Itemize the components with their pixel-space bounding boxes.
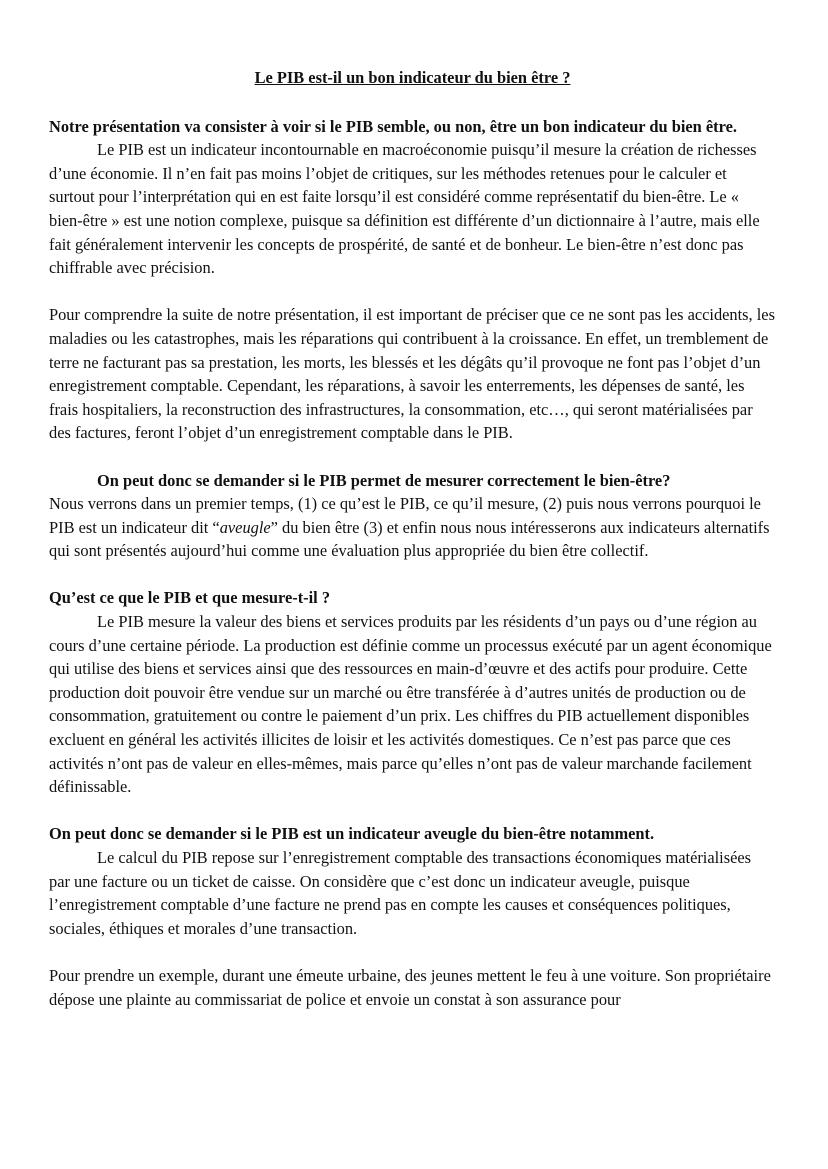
paragraph-example: Pour prendre un exemple, durant une émeute urbaine, des jeunes mettent le feu à une voiture. Son propriétaire dépose une plainte au commissariat de police et envoie un constat à son assurance pour	[49, 965, 771, 1009]
section-heading-what-is-pib: Qu’est ce que le PIB et que mesure-t-il ?	[49, 588, 331, 608]
question-heading: On peut donc se demander si le PIB permet de mesurer correctement le bien-être?	[97, 470, 671, 490]
plan-text-start: Nous verrons dans un premier temps, (1) ce qu’est le PIB, ce qu’il mesure, (2) puis nous verrons pourquoi le PIB est un indicateur dit “	[49, 494, 761, 537]
paragraph-plan	[49, 492, 776, 563]
paragraph-blind-indicator: Le calcul du PIB repose sur l’enregistrement comptable des transactions économiques matérialisées par une facture ou un ticket de caisse. On considère que c’est donc un indicateur aveugle, puisque l’enregistrement comptable d’une facture ne prend pas en compte les causes et conséquences politiques, sociales, éthiques et morales d’une transaction.	[49, 848, 752, 938]
document-title: Le PIB est-il un bon indicateur du bien être ?	[254, 68, 571, 87]
paragraph-pib-measure: Le PIB mesure la valeur des biens et services produits par les résidents d’un pays ou d’une région au cours d’une certaine période. La production est définie comme un processus exécuté par un agent économique qui utilise des biens et services ainsi que des ressources en main-d’œuvre et des actifs pour produire. Cette production doit pouvoir être vendue sur un marché ou être transférée à d’autres unités de production ou de consommation, gratuitement ou contre le paiement d’un prix. Les chiffres du PIB actuellement disponibles excluent en général les activités illicites de loisir et les activités domestiques. Ce n’est pas parce que ces activités n’ont pas de valeur en elles-mêmes, mais parce qu’elles n’ont pas de valeur marchande facilement définissable.	[49, 612, 772, 797]
plan-text-italic: aveugle	[219, 517, 271, 537]
paragraph-repairs: Pour comprendre la suite de notre présentation, il est important de préciser que ce ne sont pas les accidents, les maladies ou les catastrophes, mais les réparations qui contribuent à la croissance. En effet, un tremblement de terre ne facturant pas sa prestation, les morts, les blessés et les dégâts qu’il provoque ne font pas l’objet d’un enregistrement comptable. Cependant, les réparations, à savoir les enterrements, les dépenses de santé, les frais hospitaliers, la reconstruction des infrastructures, la consommation, etc…, qui seront matérialisées par des factures, feront l’objet d’un enregistrement comptable dans le PIB.	[49, 305, 775, 443]
intro-heading: Notre présentation va consister à voir si le PIB semble, ou non, être un bon indicateur du bien être.	[49, 116, 737, 136]
section-heading-blind-indicator: On peut donc se demander si le PIB est un indicateur aveugle du bien-être notamment.	[49, 824, 655, 844]
paragraph-definition: Le PIB est un indicateur incontournable en macroéconomie puisqu’il mesure la création de richesses d’une économie. Il n’en fait pas moins l’objet de critiques, sur les méthodes retenues pour le calculer et surtout pour l’interprétation qui en est faite lorsqu’il est considéré comme représentatif du bien-être. Le « bien-être » est une notion complexe, puisque sa définition est différente d’un dictionnaire à l’autre, mais elle fait généralement intervenir les concepts de prospérité, de santé et de bonheur. Le bien-être n’est donc pas chiffrable avec précision.	[49, 140, 760, 278]
plan-text-end: ” du bien être (3) et enfin nous nous intéresserons aux indicateurs alternatifs qui sont présentés aujourd’hui comme une évaluation plus appropriée du bien être collectif.	[49, 517, 770, 561]
